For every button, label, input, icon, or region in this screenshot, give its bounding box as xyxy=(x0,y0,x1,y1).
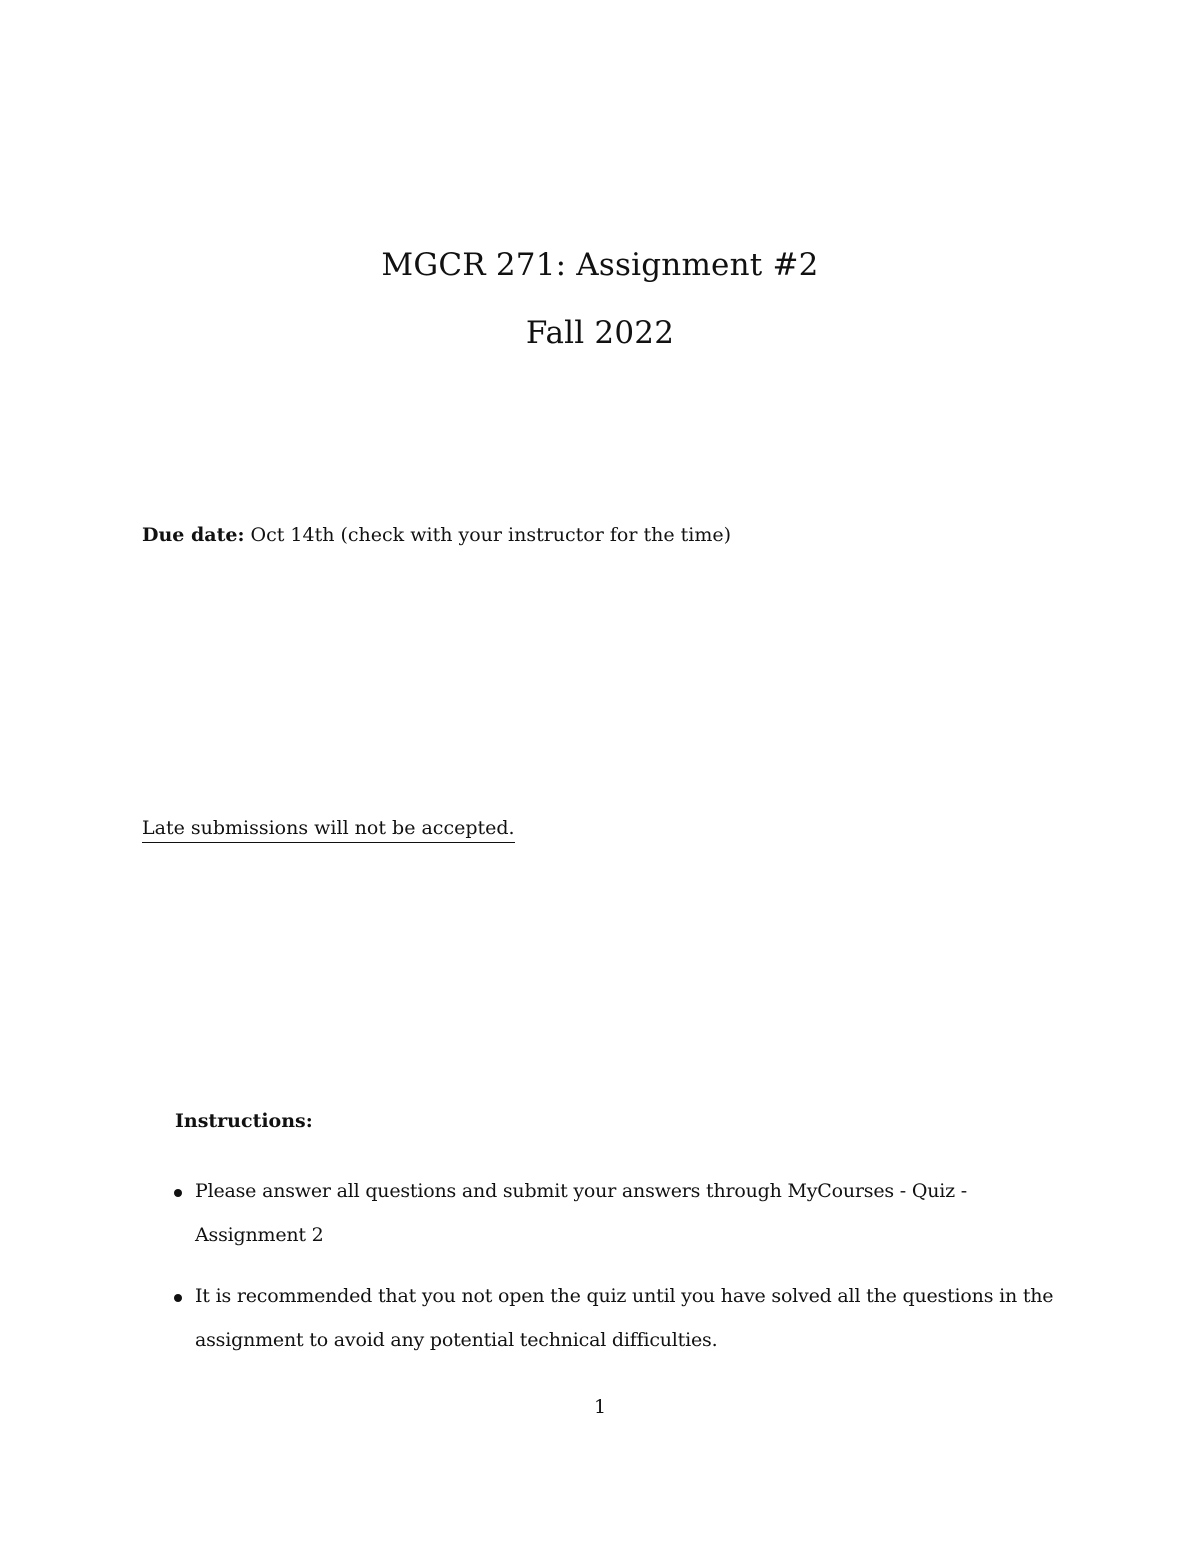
due-date-label: Due date: xyxy=(142,524,245,546)
bullet-icon xyxy=(174,1294,182,1302)
instruction-item xyxy=(170,1169,1060,1257)
due-date xyxy=(142,524,731,547)
bullet-icon xyxy=(174,1189,182,1197)
instruction-text: Please answer all questions and submit your answers through MyCourses - Quiz - Assignment 2 xyxy=(195,1180,967,1246)
document-title: MGCR 271: Assignment #2 xyxy=(381,247,819,283)
due-date-text: Oct 14th (check with your instructor for the time) xyxy=(250,524,731,546)
instructions-list xyxy=(170,1169,1060,1379)
page-number: 1 xyxy=(593,1396,607,1418)
instruction-text: It is recommended that you not open the quiz until you have solved all the questions in the assignment to avoid any potential technical difficulties. xyxy=(195,1285,1054,1351)
instruction-item xyxy=(170,1274,1060,1362)
document-subtitle: Fall 2022 xyxy=(525,315,675,351)
instructions-heading: Instructions: xyxy=(175,1110,313,1132)
late-notice: Late submissions will not be accepted. xyxy=(142,817,515,843)
